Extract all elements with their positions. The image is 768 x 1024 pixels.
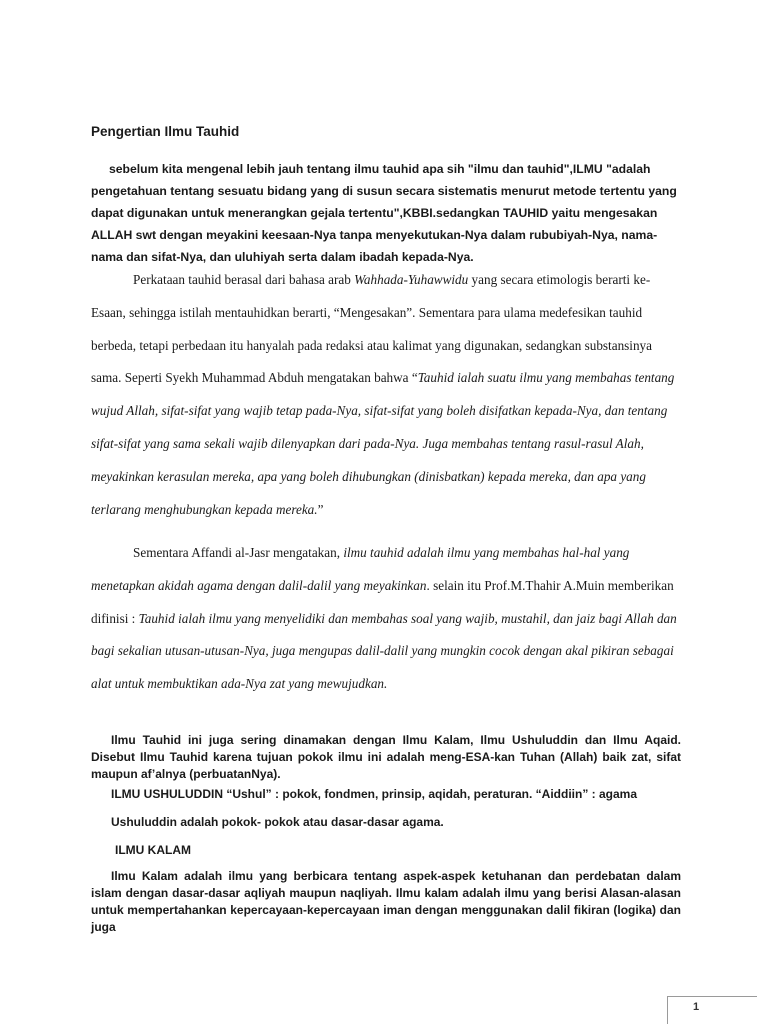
p2-quote: Tauhid ialah suatu ilmu yang membahas tentang wujud Allah, sifat-sifat yang wajib tetap pada-Nya, sifat-sifat yang boleh disifatkan kepada-Nya, dan tentang sifat-sifat yang sama sekali wajib dilenyapkan dari pada-Nya. Juga membahas tentang rasul-rasul Alah, meyakinkan kerasulan mereka, apa yang boleh dihubungkan (dinisbatkan) kepada mereka, dan apa yang terlarang menghubungkan kepada mereka.: [91, 370, 675, 517]
paragraph-intro-text: sebelum kita mengenal lebih jauh tentang ilmu tauhid apa sih "ilmu dan tauhid",ILMU "adalah pengetahuan tentang sesuatu bidang yang di susun secara sistematis menurut metode tertentu yang dapat digunakan untuk menerangkan gejala tertentu",KBBI.sedangkan TAUHID yaitu mengesakan ALLAH swt dengan meyakini keesaan-Nya tanpa menyekutukan-Nya dalam rububiyah-Nya, nama-nama dan sifat-Nya, dan uluhiyah serta dalam ibadah kepada-Nya.: [91, 162, 677, 264]
ushuluddin-meaning: Ushuluddin adalah pokok- pokok atau dasar-dasar agama.: [111, 815, 444, 829]
document-title: Pengertian Ilmu Tauhid: [91, 124, 240, 139]
p3-text-a: Sementara Affandi al-Jasr mengatakan,: [133, 545, 344, 560]
paragraph-names: Ilmu Tauhid ini juga sering dinamakan dengan Ilmu Kalam, Ilmu Ushuluddin dan Ilmu Aqaid. Disebut Ilmu Tauhid karena tujuan pokok ilmu ini adalah meng-ESA-kan Tuhan (Allah) baik zat, sifat maupun af’alnya (perbuatanNya).: [91, 733, 681, 781]
p2-close-quote: ”: [317, 501, 324, 517]
section-heading-ilmu-kalam: ILMU KALAM: [115, 843, 191, 857]
page-number: 1: [693, 1001, 700, 1013]
p2-arabic-term: Wahhada-Yuhawwidu: [354, 272, 469, 287]
page-number-frame: [667, 996, 757, 1024]
p3-quote-a: ilmu tauhid adalah ilmu yang membahas hal-hal yang menetapkan akidah agama dengan dalil-dalil yang meyakinkan: [91, 545, 630, 593]
p2-text-a: Perkataan tauhid berasal dari bahasa arab: [133, 272, 355, 287]
p3-quote-b: Tauhid ialah ilmu yang menyelidiki dan membahas soal yang wajib, mustahil, dan jaiz bagi Allah dan bagi sekalian utusan-utusan-Nya, juga mengupas dalil-dalil yang mungkin cocok dengan akal pikiran sebagai alat untuk membuktikan ada-Nya zat yang mewujudkan.: [91, 610, 677, 692]
paragraph-intro: [91, 158, 681, 268]
p3-text-c: . selain itu Prof.M.Thahir A.Muin memberikan difinisi :: [91, 577, 674, 626]
paragraph-ilmu-kalam: Ilmu Kalam adalah ilmu yang berbicara tentang aspek-aspek ketuhanan dan perdebatan dalam islam dengan dasar-dasar aqliyah maupun naqliyah. Ilmu kalam adalah ilmu yang berisi Alasan-alasan untuk mempertahankan kepercayaan-kepercayaan iman dengan menggunakan dalil fikiran (logika) dan juga: [91, 869, 681, 934]
paragraph-etymology: [91, 264, 681, 526]
ushuluddin-definition: ILMU USHULUDDIN “Ushul” : pokok, fondmen, prinsip, aqidah, peraturan. “Aiddiin” : agama: [111, 787, 638, 801]
paragraph-definitions: [91, 537, 681, 701]
p2-text-c: yang secara etimologis berarti ke-Esaan, sehingga istilah mentauhidkan berarti, “Mengesakan”. Sementara para ulama medefesikan tauhid berbeda, tetapi perbedaan itu hanyalah pada redaksi atau kalimat yang digunakan, sedangkan substansinya sama. Seperti Syekh Muhammad Abduh mengatakan bahwa “: [91, 272, 652, 386]
